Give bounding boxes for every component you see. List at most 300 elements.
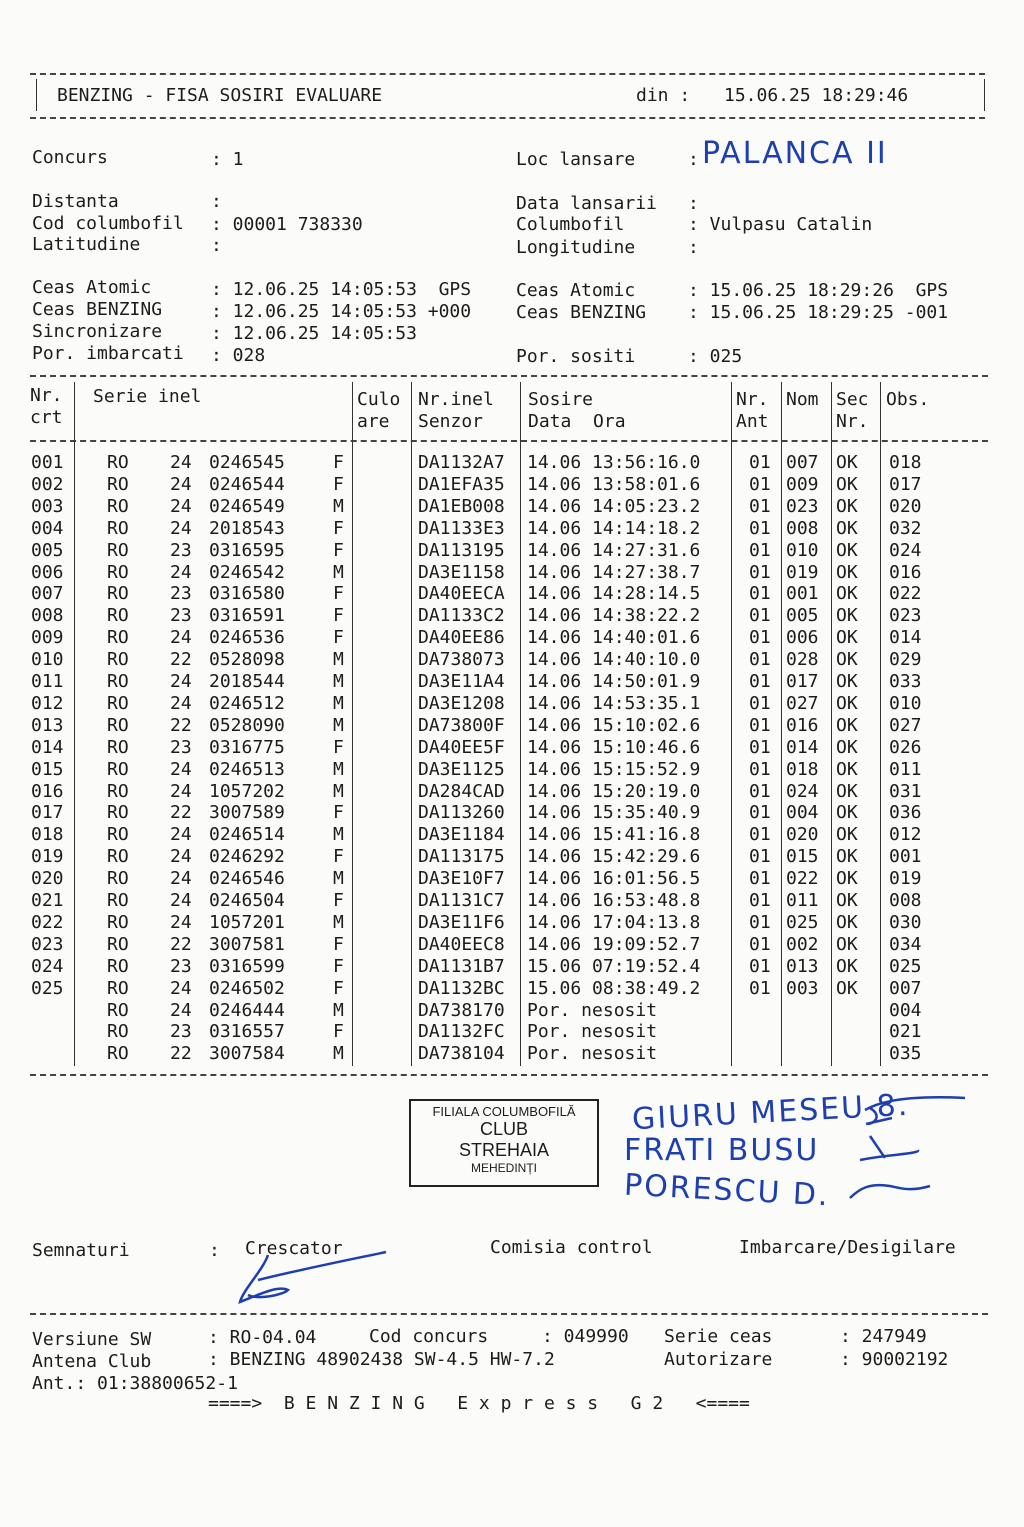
cell-row-number: 014 [31, 736, 64, 758]
cell-obs: 016 [889, 561, 922, 583]
table-row [0, 496, 1024, 518]
cell-ring-country: RO [107, 933, 129, 955]
cell-ring-number: 0246545 [209, 452, 285, 473]
cell-ring-number: 1057201 [209, 911, 285, 933]
cell-obs: 014 [889, 627, 922, 649]
header-nr-inel: Nr.inel [418, 389, 494, 410]
header-sec-nr: Nr. [836, 411, 869, 432]
cell-arrival-time: Por. nesosit [527, 1043, 658, 1065]
cell-sex: F [333, 583, 344, 605]
table-row [0, 781, 1024, 803]
cell-sensor-id: DA1132BC [418, 977, 505, 999]
sincronizare-value: : 12.06.25 14:05:53 [211, 323, 417, 344]
cell-ring-year: 23 [170, 605, 192, 627]
stamp-line-4: MEHEDINȚI [471, 1161, 537, 1175]
cell-security: OK [836, 846, 858, 868]
cell-row-number: 017 [31, 802, 64, 824]
header-top-border [30, 73, 985, 75]
cell-ring-country: RO [107, 911, 129, 933]
cell-sex: F [333, 933, 344, 955]
cell-antenna: 01 [749, 495, 771, 517]
antenna-id: Ant.: 01:38800652-1 [32, 1373, 238, 1394]
cell-security: OK [836, 911, 858, 933]
report-date: 15.06.25 18:29:46 [724, 85, 909, 106]
header-senzor: Senzor [418, 411, 484, 432]
cell-arrival-time: Por. nesosit [527, 1021, 658, 1043]
cell-ring-year: 24 [170, 671, 192, 692]
table-row [0, 868, 1024, 890]
cell-nom: 013 [786, 955, 819, 977]
cell-ring-number: 0316775 [209, 736, 285, 758]
cell-nom: 005 [786, 605, 819, 627]
cell-obs: 017 [889, 473, 922, 495]
cell-obs: 031 [889, 780, 922, 802]
cell-row-number: 007 [31, 583, 64, 605]
cell-ring-number: 0316591 [209, 605, 285, 627]
cell-security: OK [836, 780, 858, 802]
cell-ring-country: RO [107, 649, 129, 671]
report-date-label: din : [636, 85, 691, 106]
handwritten-name-2: FRATI BUSU [624, 1133, 820, 1168]
cell-antenna: 01 [749, 824, 771, 846]
cell-ring-number: 2018544 [209, 671, 285, 692]
versiune-value: : RO-04.04 [208, 1327, 317, 1348]
table-row [0, 693, 1024, 715]
cell-row-number: 006 [31, 561, 64, 583]
cell-row-number: 015 [31, 758, 64, 780]
cell-sex: F [333, 517, 344, 539]
cell-ring-number: 2018543 [209, 517, 285, 539]
cell-ring-country: RO [107, 736, 129, 758]
cell-ring-country: RO [107, 824, 129, 846]
table-row [0, 715, 1024, 737]
loc-lansare-label: Loc lansare [516, 149, 636, 170]
por-imbarcati-value: : 028 [211, 345, 266, 366]
serie-ceas-label: Serie ceas [664, 1326, 773, 1347]
por-sositi-label: Por. sositi [516, 346, 636, 367]
cell-ring-year: 23 [170, 1021, 192, 1043]
cell-ring-country: RO [107, 890, 129, 911]
header-crt: crt [30, 407, 63, 428]
cell-obs: 024 [889, 539, 922, 561]
cell-obs: 027 [889, 714, 922, 736]
cell-row-number: 010 [31, 649, 64, 671]
cell-row-number: 004 [31, 517, 64, 539]
table-row [0, 540, 1024, 562]
cell-ring-year: 24 [170, 890, 192, 911]
cell-antenna: 01 [749, 692, 771, 714]
cell-sensor-id: DA3E11A4 [418, 671, 505, 692]
cell-sensor-id: DA1132FC [418, 1021, 505, 1043]
cell-ring-year: 24 [170, 824, 192, 846]
crescator-signature [228, 1250, 398, 1310]
cell-sex: M [333, 824, 344, 846]
cell-ring-number: 0246542 [209, 561, 285, 583]
cell-sensor-id: DA40EECA [418, 583, 505, 605]
cell-sex: F [333, 846, 344, 868]
cell-arrival-time: 14.06 15:41:16.8 [527, 824, 701, 846]
table-row [0, 671, 1024, 693]
cell-antenna: 01 [749, 714, 771, 736]
cell-nom: 023 [786, 495, 819, 517]
cell-ring-number: 0246513 [209, 758, 285, 780]
table-top-rule [30, 375, 988, 377]
cell-ring-number: 0246512 [209, 692, 285, 714]
cell-sex: M [333, 911, 344, 933]
cell-ring-number: 0246444 [209, 999, 285, 1021]
header-obs: Obs. [886, 389, 930, 410]
table-row [0, 737, 1024, 759]
table-header-rule [30, 440, 988, 442]
table-row [0, 759, 1024, 781]
cell-nom: 001 [786, 583, 819, 605]
cell-antenna: 01 [749, 868, 771, 890]
header-right-border [984, 79, 985, 111]
concurs-value: : 1 [211, 149, 244, 170]
cell-security: OK [836, 561, 858, 583]
cod-concurs-value: : 049990 [542, 1326, 629, 1347]
start-ceas-benzing-label: Ceas BENZING [32, 299, 163, 320]
cell-security: OK [836, 517, 858, 539]
cell-nom: 018 [786, 758, 819, 780]
cell-arrival-time: 15.06 07:19:52.4 [527, 955, 701, 977]
cell-ring-country: RO [107, 583, 129, 605]
cell-arrival-time: 14.06 14:27:31.6 [527, 539, 701, 561]
table-row [0, 562, 1024, 584]
cell-nom: 020 [786, 824, 819, 846]
concurs-label: Concurs [32, 147, 108, 168]
por-imbarcati-label: Por. imbarcati [32, 343, 184, 364]
cell-antenna: 01 [749, 780, 771, 802]
cell-security: OK [836, 736, 858, 758]
cell-sex: F [333, 890, 344, 911]
cell-ring-year: 23 [170, 583, 192, 605]
cell-ring-number: 0246549 [209, 495, 285, 517]
table-row [0, 583, 1024, 605]
cell-sensor-id: DA1133E3 [418, 517, 505, 539]
cell-security: OK [836, 583, 858, 605]
cell-row-number: 016 [31, 780, 64, 802]
cell-nom: 011 [786, 890, 819, 911]
cell-antenna: 01 [749, 911, 771, 933]
cell-sensor-id: DA113260 [418, 802, 505, 824]
cell-antenna: 01 [749, 758, 771, 780]
cell-nom: 019 [786, 561, 819, 583]
cell-sensor-id: DA1131C7 [418, 890, 505, 911]
club-stamp [409, 1099, 599, 1187]
end-ceas-benzing-value: : 15.06.25 18:29:25 -001 [688, 302, 949, 323]
cell-sensor-id: DA738104 [418, 1043, 505, 1065]
cell-row-number: 002 [31, 473, 64, 495]
cell-sex: M [333, 649, 344, 671]
cell-ring-country: RO [107, 780, 129, 802]
crescator-label: Crescator [245, 1238, 343, 1259]
cell-ring-year: 24 [170, 911, 192, 933]
start-ceas-atomic-value: : 12.06.25 14:05:53 GPS [211, 279, 472, 300]
cell-ring-country: RO [107, 1021, 129, 1043]
table-row [0, 890, 1024, 912]
loc-lansare-handwritten: PALANCA II [702, 136, 888, 171]
cell-security: OK [836, 890, 858, 911]
cell-sensor-id: DA3E11F6 [418, 911, 505, 933]
cell-arrival-time: Por. nesosit [527, 999, 658, 1021]
cell-arrival-time: 14.06 16:53:48.8 [527, 890, 701, 911]
table-row [0, 912, 1024, 934]
cell-security: OK [836, 824, 858, 846]
distanta-value: : [211, 191, 222, 212]
cell-arrival-time: 14.06 17:04:13.8 [527, 911, 701, 933]
cell-arrival-time: 14.06 14:50:01.9 [527, 671, 701, 692]
cell-arrival-time: 14.06 14:05:23.2 [527, 495, 701, 517]
cell-arrival-time: 14.06 14:38:22.2 [527, 605, 701, 627]
cell-ring-country: RO [107, 868, 129, 890]
data-lansarii-label: Data lansarii [516, 193, 657, 214]
cell-ring-country: RO [107, 1043, 129, 1065]
autorizare-value: : 90002192 [840, 1349, 949, 1370]
cell-ring-country: RO [107, 473, 129, 495]
cell-arrival-time: 14.06 14:14:18.2 [527, 517, 701, 539]
cell-antenna: 01 [749, 539, 771, 561]
cell-row-number: 020 [31, 868, 64, 890]
cell-obs: 007 [889, 977, 922, 999]
cell-sex: M [333, 780, 344, 802]
data-lansarii-value: : [688, 193, 699, 214]
stamp-line-2: CLUB [479, 1119, 528, 1139]
cell-obs: 018 [889, 452, 922, 473]
cell-sensor-id: DA3E10F7 [418, 868, 505, 890]
handwritten-name-3: PORESCU D. [623, 1167, 831, 1214]
cell-sex: M [333, 671, 344, 692]
cell-sex: M [333, 495, 344, 517]
cell-ring-number: 0246514 [209, 824, 285, 846]
cell-nom: 008 [786, 517, 819, 539]
cell-ring-number: 0246546 [209, 868, 285, 890]
cell-obs: 022 [889, 583, 922, 605]
cell-arrival-time: 14.06 14:40:01.6 [527, 627, 701, 649]
cell-ring-number: 3007584 [209, 1043, 285, 1065]
cell-ring-country: RO [107, 758, 129, 780]
cell-arrival-time: 14.06 14:53:35.1 [527, 692, 701, 714]
cell-ring-number: 0528098 [209, 649, 285, 671]
product-line: ====> B E N Z I N G E x p r e s s G 2 <==== [208, 1393, 750, 1414]
end-ceas-atomic-value: : 15.06.25 18:29:26 GPS [688, 280, 949, 301]
cell-row-number: 023 [31, 933, 64, 955]
cell-obs: 023 [889, 605, 922, 627]
cell-ring-year: 24 [170, 780, 192, 802]
cell-ring-country: RO [107, 452, 129, 473]
handwritten-initials-strokes [830, 1088, 990, 1208]
cell-obs: 021 [889, 1021, 922, 1043]
cell-ring-year: 24 [170, 846, 192, 868]
semnaturi-sep: : [209, 1240, 220, 1261]
cell-sensor-id: DA73800F [418, 714, 505, 736]
cell-row-number: 021 [31, 890, 64, 911]
loc-lansare-sep: : [688, 149, 699, 170]
cell-security: OK [836, 627, 858, 649]
cell-ring-year: 23 [170, 955, 192, 977]
table-row [0, 474, 1024, 496]
cell-ring-year: 24 [170, 517, 192, 539]
cell-nom: 009 [786, 473, 819, 495]
cell-sex: F [333, 802, 344, 824]
table-row [0, 802, 1024, 824]
cell-row-number: 013 [31, 714, 64, 736]
cell-ring-year: 22 [170, 649, 192, 671]
cell-sex: M [333, 714, 344, 736]
header-left-border [36, 79, 37, 111]
sincronizare-label: Sincronizare [32, 321, 163, 342]
cell-ring-country: RO [107, 692, 129, 714]
cell-obs: 030 [889, 911, 922, 933]
cell-antenna: 01 [749, 649, 771, 671]
cell-ring-country: RO [107, 495, 129, 517]
table-row [0, 1021, 1024, 1043]
cell-arrival-time: 14.06 19:09:52.7 [527, 933, 701, 955]
end-ceas-benzing-label: Ceas BENZING [516, 302, 647, 323]
table-row [0, 452, 1024, 474]
cell-ring-number: 0316580 [209, 583, 285, 605]
latitudine-value: : [211, 235, 222, 256]
table-row [0, 824, 1024, 846]
cell-security: OK [836, 671, 858, 692]
cell-sensor-id: DA3E1184 [418, 824, 505, 846]
cell-sex: M [333, 868, 344, 890]
cell-ring-country: RO [107, 999, 129, 1021]
cell-sensor-id: DA113195 [418, 539, 505, 561]
cell-nom: 025 [786, 911, 819, 933]
cell-row-number: 005 [31, 539, 64, 561]
cell-nom: 022 [786, 868, 819, 890]
table-row [0, 518, 1024, 540]
cell-ring-year: 24 [170, 627, 192, 649]
cell-antenna: 01 [749, 561, 771, 583]
header-culo: Culo [357, 389, 401, 410]
cell-antenna: 01 [749, 671, 771, 692]
cell-sex: F [333, 452, 344, 473]
serie-ceas-value: : 247949 [840, 1326, 927, 1347]
cell-ring-number: 0528090 [209, 714, 285, 736]
cell-ring-country: RO [107, 714, 129, 736]
comisia-control-label: Comisia control [490, 1237, 653, 1258]
cell-ring-country: RO [107, 561, 129, 583]
cell-obs: 032 [889, 517, 922, 539]
cell-obs: 033 [889, 671, 922, 692]
antena-label: Antena Club [32, 1351, 152, 1372]
cell-arrival-time: 14.06 15:10:02.6 [527, 714, 701, 736]
cell-security: OK [836, 473, 858, 495]
cell-row-number: 025 [31, 977, 64, 999]
cell-nom: 006 [786, 627, 819, 649]
cell-sex: F [333, 605, 344, 627]
cell-sex: M [333, 692, 344, 714]
cell-arrival-time: 14.06 15:10:46.6 [527, 736, 701, 758]
cell-ring-number: 0246536 [209, 627, 285, 649]
cell-nom: 010 [786, 539, 819, 561]
cell-sex: M [333, 999, 344, 1021]
cell-ring-number: 0246502 [209, 977, 285, 999]
cod-columbofil-label: Cod columbofil [32, 213, 184, 234]
cell-ring-year: 22 [170, 802, 192, 824]
cell-obs: 035 [889, 1043, 922, 1065]
cell-row-number: 001 [31, 452, 64, 473]
cell-ring-year: 24 [170, 561, 192, 583]
cell-ring-country: RO [107, 802, 129, 824]
cell-antenna: 01 [749, 452, 771, 473]
table-row [0, 846, 1024, 868]
cell-ring-number: 0246544 [209, 473, 285, 495]
cell-obs: 019 [889, 868, 922, 890]
cell-arrival-time: 14.06 15:35:40.9 [527, 802, 701, 824]
cell-ring-year: 24 [170, 999, 192, 1021]
cell-security: OK [836, 649, 858, 671]
cell-obs: 004 [889, 999, 922, 1021]
cell-sex: F [333, 955, 344, 977]
cell-ring-year: 22 [170, 714, 192, 736]
cell-ring-country: RO [107, 517, 129, 539]
versiune-label: Versiune SW [32, 1329, 152, 1350]
cell-row-number: 019 [31, 846, 64, 868]
distanta-label: Distanta [32, 191, 119, 212]
cell-antenna: 01 [749, 955, 771, 977]
cell-security: OK [836, 605, 858, 627]
cell-row-number: 011 [31, 671, 64, 692]
cell-nom: 016 [786, 714, 819, 736]
autorizare-label: Autorizare [664, 1349, 773, 1370]
cell-ring-year: 24 [170, 495, 192, 517]
cell-obs: 020 [889, 495, 922, 517]
cell-antenna: 01 [749, 517, 771, 539]
cell-ring-number: 0246504 [209, 890, 285, 911]
cell-ring-year: 22 [170, 933, 192, 955]
cell-nom: 027 [786, 692, 819, 714]
cell-obs: 010 [889, 692, 922, 714]
cod-columbofil-value: : 00001 738330 [211, 214, 363, 235]
table-bottom-rule [30, 1074, 988, 1076]
cell-antenna: 01 [749, 605, 771, 627]
cell-row-number: 024 [31, 955, 64, 977]
cell-obs: 001 [889, 846, 922, 868]
end-ceas-atomic-label: Ceas Atomic [516, 280, 636, 301]
cell-ring-country: RO [107, 977, 129, 999]
cell-sensor-id: DA1131B7 [418, 955, 505, 977]
latitudine-label: Latitudine [32, 234, 141, 255]
cell-ring-number: 0316557 [209, 1021, 285, 1043]
cell-row-number: 008 [31, 605, 64, 627]
cell-obs: 034 [889, 933, 922, 955]
cell-ring-number: 3007589 [209, 802, 285, 824]
start-ceas-atomic-label: Ceas Atomic [32, 277, 152, 298]
header-nr: Nr. [30, 385, 63, 406]
cell-arrival-time: 14.06 13:58:01.6 [527, 473, 701, 495]
cell-ring-number: 3007581 [209, 933, 285, 955]
longitudine-label: Longitudine [516, 237, 636, 258]
cell-ring-year: 24 [170, 473, 192, 495]
cell-ring-country: RO [107, 539, 129, 561]
cell-sensor-id: DA738073 [418, 649, 505, 671]
cell-antenna: 01 [749, 473, 771, 495]
cell-obs: 029 [889, 649, 922, 671]
cell-arrival-time: 14.06 15:20:19.0 [527, 780, 701, 802]
cell-sex: F [333, 1021, 344, 1043]
cell-security: OK [836, 977, 858, 999]
cell-ring-country: RO [107, 627, 129, 649]
cell-row-number: 003 [31, 495, 64, 517]
cell-sensor-id: DA1132A7 [418, 452, 505, 473]
cell-sex: M [333, 561, 344, 583]
cell-arrival-time: 14.06 14:27:38.7 [527, 561, 701, 583]
cell-antenna: 01 [749, 627, 771, 649]
cell-sensor-id: DA284CAD [418, 780, 505, 802]
